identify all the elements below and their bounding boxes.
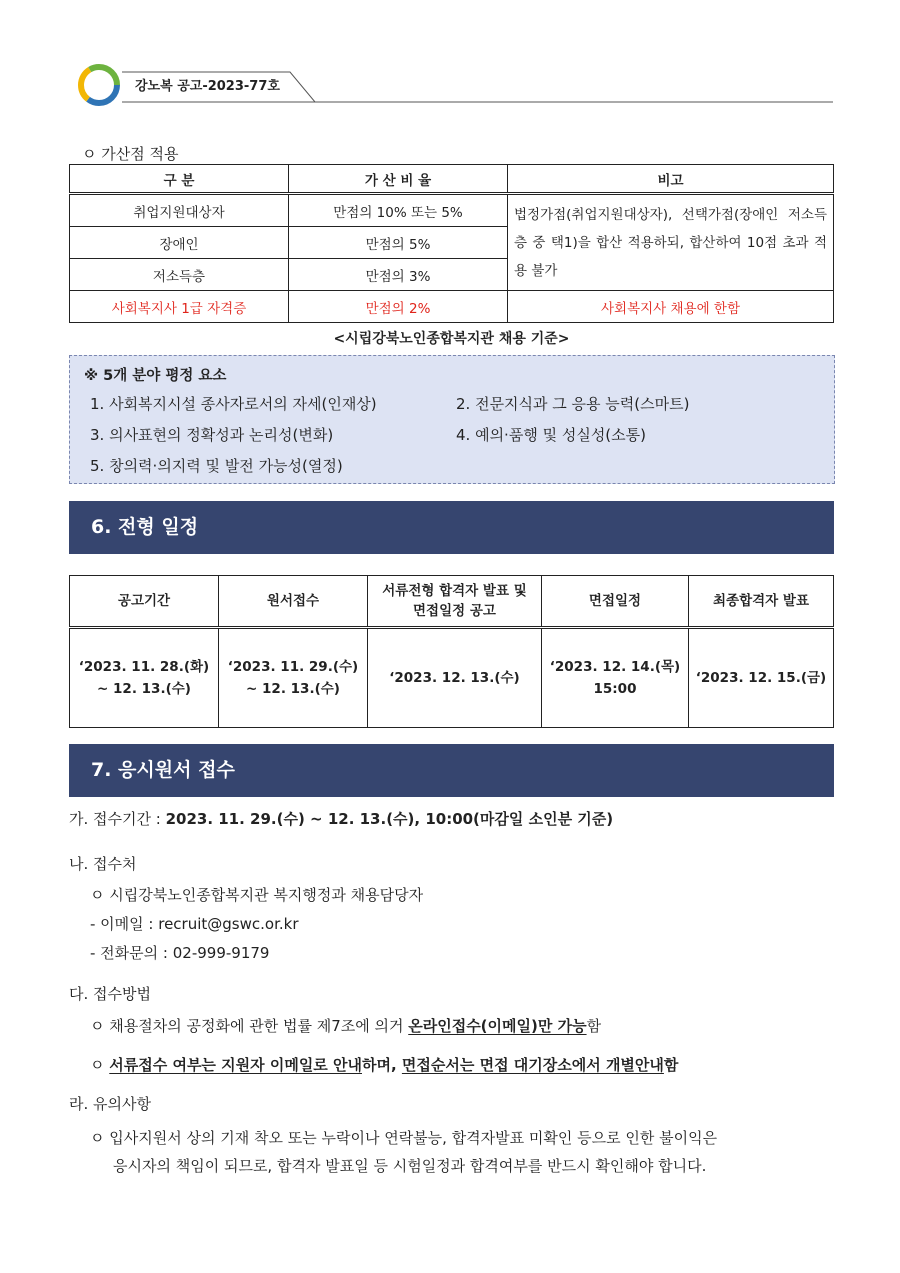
schedule-cell: ‘2023. 12. 14.(목) 15:00 <box>542 628 689 728</box>
rate-cell: 만점의 5% <box>289 227 508 259</box>
criteria-item: 4. 예의·품행 및 성실성(소통) <box>456 426 646 444</box>
section-title-schedule: 6. 전형 일정 <box>69 501 834 554</box>
schedule-cell: ‘2023. 12. 13.(수) <box>368 628 542 728</box>
table-caption: <시립강북노인종합복지관 채용 기준> <box>333 331 570 347</box>
method-heading: 다. 접수방법 <box>69 985 151 1003</box>
caution-heading: 라. 유의사항 <box>69 1095 151 1113</box>
method-online: ㅇ 채용절차의 공정화에 관한 법률 제7조에 의거 온라인접수(이메일)만 가능함 <box>90 1017 602 1035</box>
category-cell: 취업지원대상자 <box>70 194 289 227</box>
place-heading: 나. 접수처 <box>69 855 137 873</box>
section-title-application: 7. 응시원서 접수 <box>69 744 834 797</box>
schedule-cell: ‘2023. 11. 29.(수) ~ 12. 13.(수) <box>219 628 368 728</box>
caution-text-2: 응시자의 책임이 되므로, 합격자 발표일 등 시험일정과 합격여부를 반드시 확인해야 합니다. <box>113 1157 707 1175</box>
schedule-cell: ‘2023. 11. 28.(화) ~ 12. 13.(수) <box>70 628 219 728</box>
col-document-result: 서류전형 합격자 발표 및 면접일정 공고 <box>368 576 542 628</box>
table-row <box>70 194 834 227</box>
place-organization: ㅇ 시립강북노인종합복지관 복지행정과 채용담당자 <box>90 886 424 904</box>
document-number: 강노복 공고-2023-77호 <box>135 79 280 94</box>
rate-cell: 만점의 3% <box>289 259 508 291</box>
category-cell: 저소득층 <box>70 259 289 291</box>
category-cell: 장애인 <box>70 227 289 259</box>
col-note: 비고 <box>508 165 834 194</box>
application-period: 가. 접수기간 : 2023. 11. 29.(수) ~ 12. 13.(수), 10:00(마감일 소인분 기준) <box>69 810 614 828</box>
criteria-item: 3. 의사표현의 정확성과 논리성(변화) <box>90 426 334 444</box>
table-row <box>70 291 834 323</box>
schedule-table <box>69 575 834 728</box>
caution-text-1: ㅇ 입사지원서 상의 기재 착오 또는 누락이나 연락불능, 합격자발표 미확인 등으로 인한 불이익은 <box>90 1129 718 1147</box>
note-cell: 사회복지사 채용에 한함 <box>508 291 834 323</box>
bonus-section-label: ㅇ 가산점 적용 <box>82 145 179 163</box>
col-interview: 면접일정 <box>542 576 689 628</box>
bonus-table <box>69 164 834 323</box>
method-notice: ㅇ 서류접수 여부는 지원자 이메일로 안내하며, 면접순서는 면접 대기장소에서 개별안내함 <box>90 1056 679 1074</box>
col-final: 최종합격자 발표 <box>689 576 834 628</box>
criteria-title: ※ 5개 분야 평정 요소 <box>84 368 227 384</box>
criteria-item: 2. 전문지식과 그 응용 능력(스마트) <box>456 395 690 413</box>
criteria-item: 5. 창의력·의지력 및 발전 가능성(열정) <box>90 457 343 475</box>
rate-cell: 만점의 10% 또는 5% <box>289 194 508 227</box>
organization-logo <box>76 62 122 108</box>
col-application: 원서접수 <box>219 576 368 628</box>
table-row <box>70 628 834 728</box>
criteria-item: 1. 사회복지시설 종사자로서의 자세(인재상) <box>90 395 377 413</box>
col-rate: 가 산 비 율 <box>289 165 508 194</box>
contact-email: - 이메일 : recruit@gswc.or.kr <box>90 915 299 933</box>
col-category: 구 분 <box>70 165 289 194</box>
note-cell: 법정가점(취업지원대상자), 선택가점(장애인 저소득층 중 택1)을 합산 적용하되, 합산하여 10점 초과 적용 불가 <box>508 194 834 291</box>
category-cell: 사회복지사 1급 자격증 <box>70 291 289 323</box>
schedule-cell: ‘2023. 12. 15.(금) <box>689 628 834 728</box>
contact-phone: - 전화문의 : 02-999-9179 <box>90 944 270 962</box>
col-notice-period: 공고기간 <box>70 576 219 628</box>
rate-cell: 만점의 2% <box>289 291 508 323</box>
